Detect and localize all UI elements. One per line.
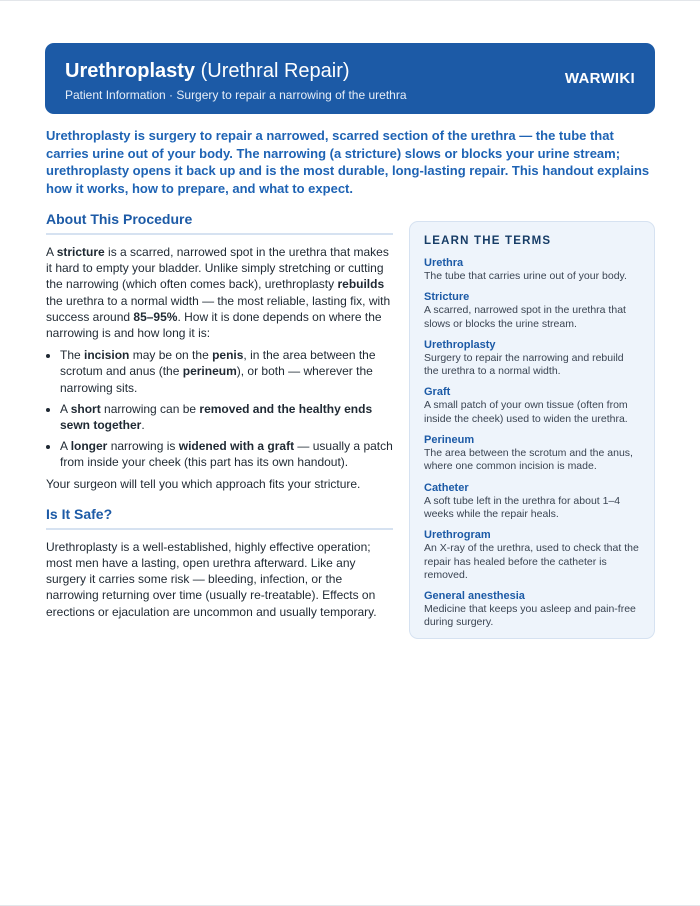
emphasis-text: perineum [182, 364, 237, 379]
header-banner [45, 43, 655, 114]
emphasis-text: incision [84, 348, 130, 363]
list-item [60, 438, 393, 470]
glossary-item [424, 528, 640, 582]
body-text: may be on the [129, 348, 213, 363]
emphasis-text: removed and the healthy ends sewn together [60, 401, 373, 433]
glossary-term: General anesthesia [424, 590, 525, 603]
intro-paragraph: Urethroplasty is surgery to repair a narrowed, scarred section of the urethra — the tube that carries urine out of your body. The narrowing (a stricture) slows or blocks your urine stream; urethroplasty opens it back up and is the most durable, long-lasting repair. This handout explains how it works, how to prepare, and what to expect. [46, 128, 650, 196]
emphasis-text: stricture [56, 245, 105, 259]
glossary-term: Urethra [424, 257, 464, 269]
glossary-item [424, 290, 640, 331]
page-title [65, 59, 635, 83]
about-paragraph [46, 244, 393, 341]
glossary-term: Urethrogram [424, 529, 491, 542]
body-text: . [141, 418, 145, 433]
glossary-definition: Surgery to repair the narrowing and rebuild the urethra to a normal width. [424, 351, 624, 378]
page-subtitle: Patient Information · Surgery to repair a narrowing of the urethra [65, 88, 407, 102]
section-title-about: About This Procedure [46, 211, 393, 235]
emphasis-text: penis [212, 348, 244, 363]
glossary-item [424, 256, 640, 283]
body-text: The [60, 348, 85, 363]
glossary-heading: LEARN THE TERMS [424, 235, 552, 247]
emphasis-text: widened with a graft [178, 439, 295, 454]
glossary-term: Perineum [424, 434, 475, 447]
page-title-rest: (Urethral Repair) [195, 60, 350, 82]
glossary-item [424, 589, 640, 630]
list-item [60, 347, 393, 396]
emphasis-text: 85–95% [133, 309, 178, 324]
body-text: A [46, 245, 57, 259]
body-text: the urethra to a normal width — the most reliable, lasting fix, with success around [46, 293, 391, 324]
glossary-item [424, 338, 640, 379]
glossary-definition: The tube that carries urine out of your body. [424, 270, 627, 282]
safety-paragraph: Urethroplasty is a well-established, highly effective operation; most men have a lasting, open urethra afterward. Like any surgery it carries some risk — bleeding, infection, or the narrowing returning over time (usually re-treatable). Effects on erections or ejaculation are uncommon and usually temporary. [46, 539, 377, 619]
glossary-definition: A scarred, narrowed spot in the urethra that slows or blocks the urine stream. [424, 304, 626, 330]
body-text: . How it is done depends on where the narrowing is and how long it is: [46, 309, 382, 341]
emphasis-text: short [70, 401, 101, 416]
body-text: A [60, 439, 71, 454]
glossary-definition: A small patch of your own tissue (often from inside the cheek) used to widen the urethra. [424, 399, 628, 425]
glossary-definition: Medicine that keeps you asleep and pain-free during surgery. [424, 603, 636, 629]
glossary-definition: The area between the scrotum and the anus, where one common incision is made. [424, 447, 633, 473]
about-closing: Your surgeon will tell you which approach fits your stricture. [46, 476, 361, 491]
approach-list [46, 347, 393, 470]
glossary-panel [409, 221, 655, 639]
glossary-definition: A soft tube left in the urethra for about 1–4 weeks while the repair heals. [424, 494, 621, 520]
glossary-item [424, 385, 640, 426]
glossary-item [424, 481, 640, 522]
body-text: ), or both — wherever the narrowing sits. [60, 364, 373, 395]
body-text: , in the area between the scrotum and anus (the [60, 348, 376, 379]
body-text: A [60, 401, 71, 416]
page-title-bold: Urethroplasty [65, 60, 196, 82]
glossary-term: Urethroplasty [424, 338, 496, 351]
emphasis-text: rebuilds [337, 277, 385, 292]
body-text: narrowing can be [100, 401, 200, 416]
body-text: narrowing is [107, 439, 179, 454]
glossary-term: Stricture [424, 291, 470, 304]
glossary-term: Catheter [424, 481, 469, 494]
brand-logo: WARWIKI [564, 70, 635, 87]
list-item [60, 401, 393, 433]
glossary-item [424, 433, 640, 474]
emphasis-text: longer [70, 439, 108, 454]
glossary-term: Graft [424, 386, 451, 399]
main-column [46, 211, 393, 620]
body-text: — usually a patch from inside your cheek (this part has its own handout). [60, 439, 393, 470]
body-text: is a scarred, narrowed spot in the urethra that makes it hard to empty your bladder. Unlike simply stretching or cutting the narrowing (which often comes back), urethroplasty [46, 245, 389, 292]
section-title-safety: Is It Safe? [46, 506, 393, 530]
glossary-definition: An X-ray of the urethra, used to check that the repair has healed before the catheter is removed. [424, 542, 639, 581]
